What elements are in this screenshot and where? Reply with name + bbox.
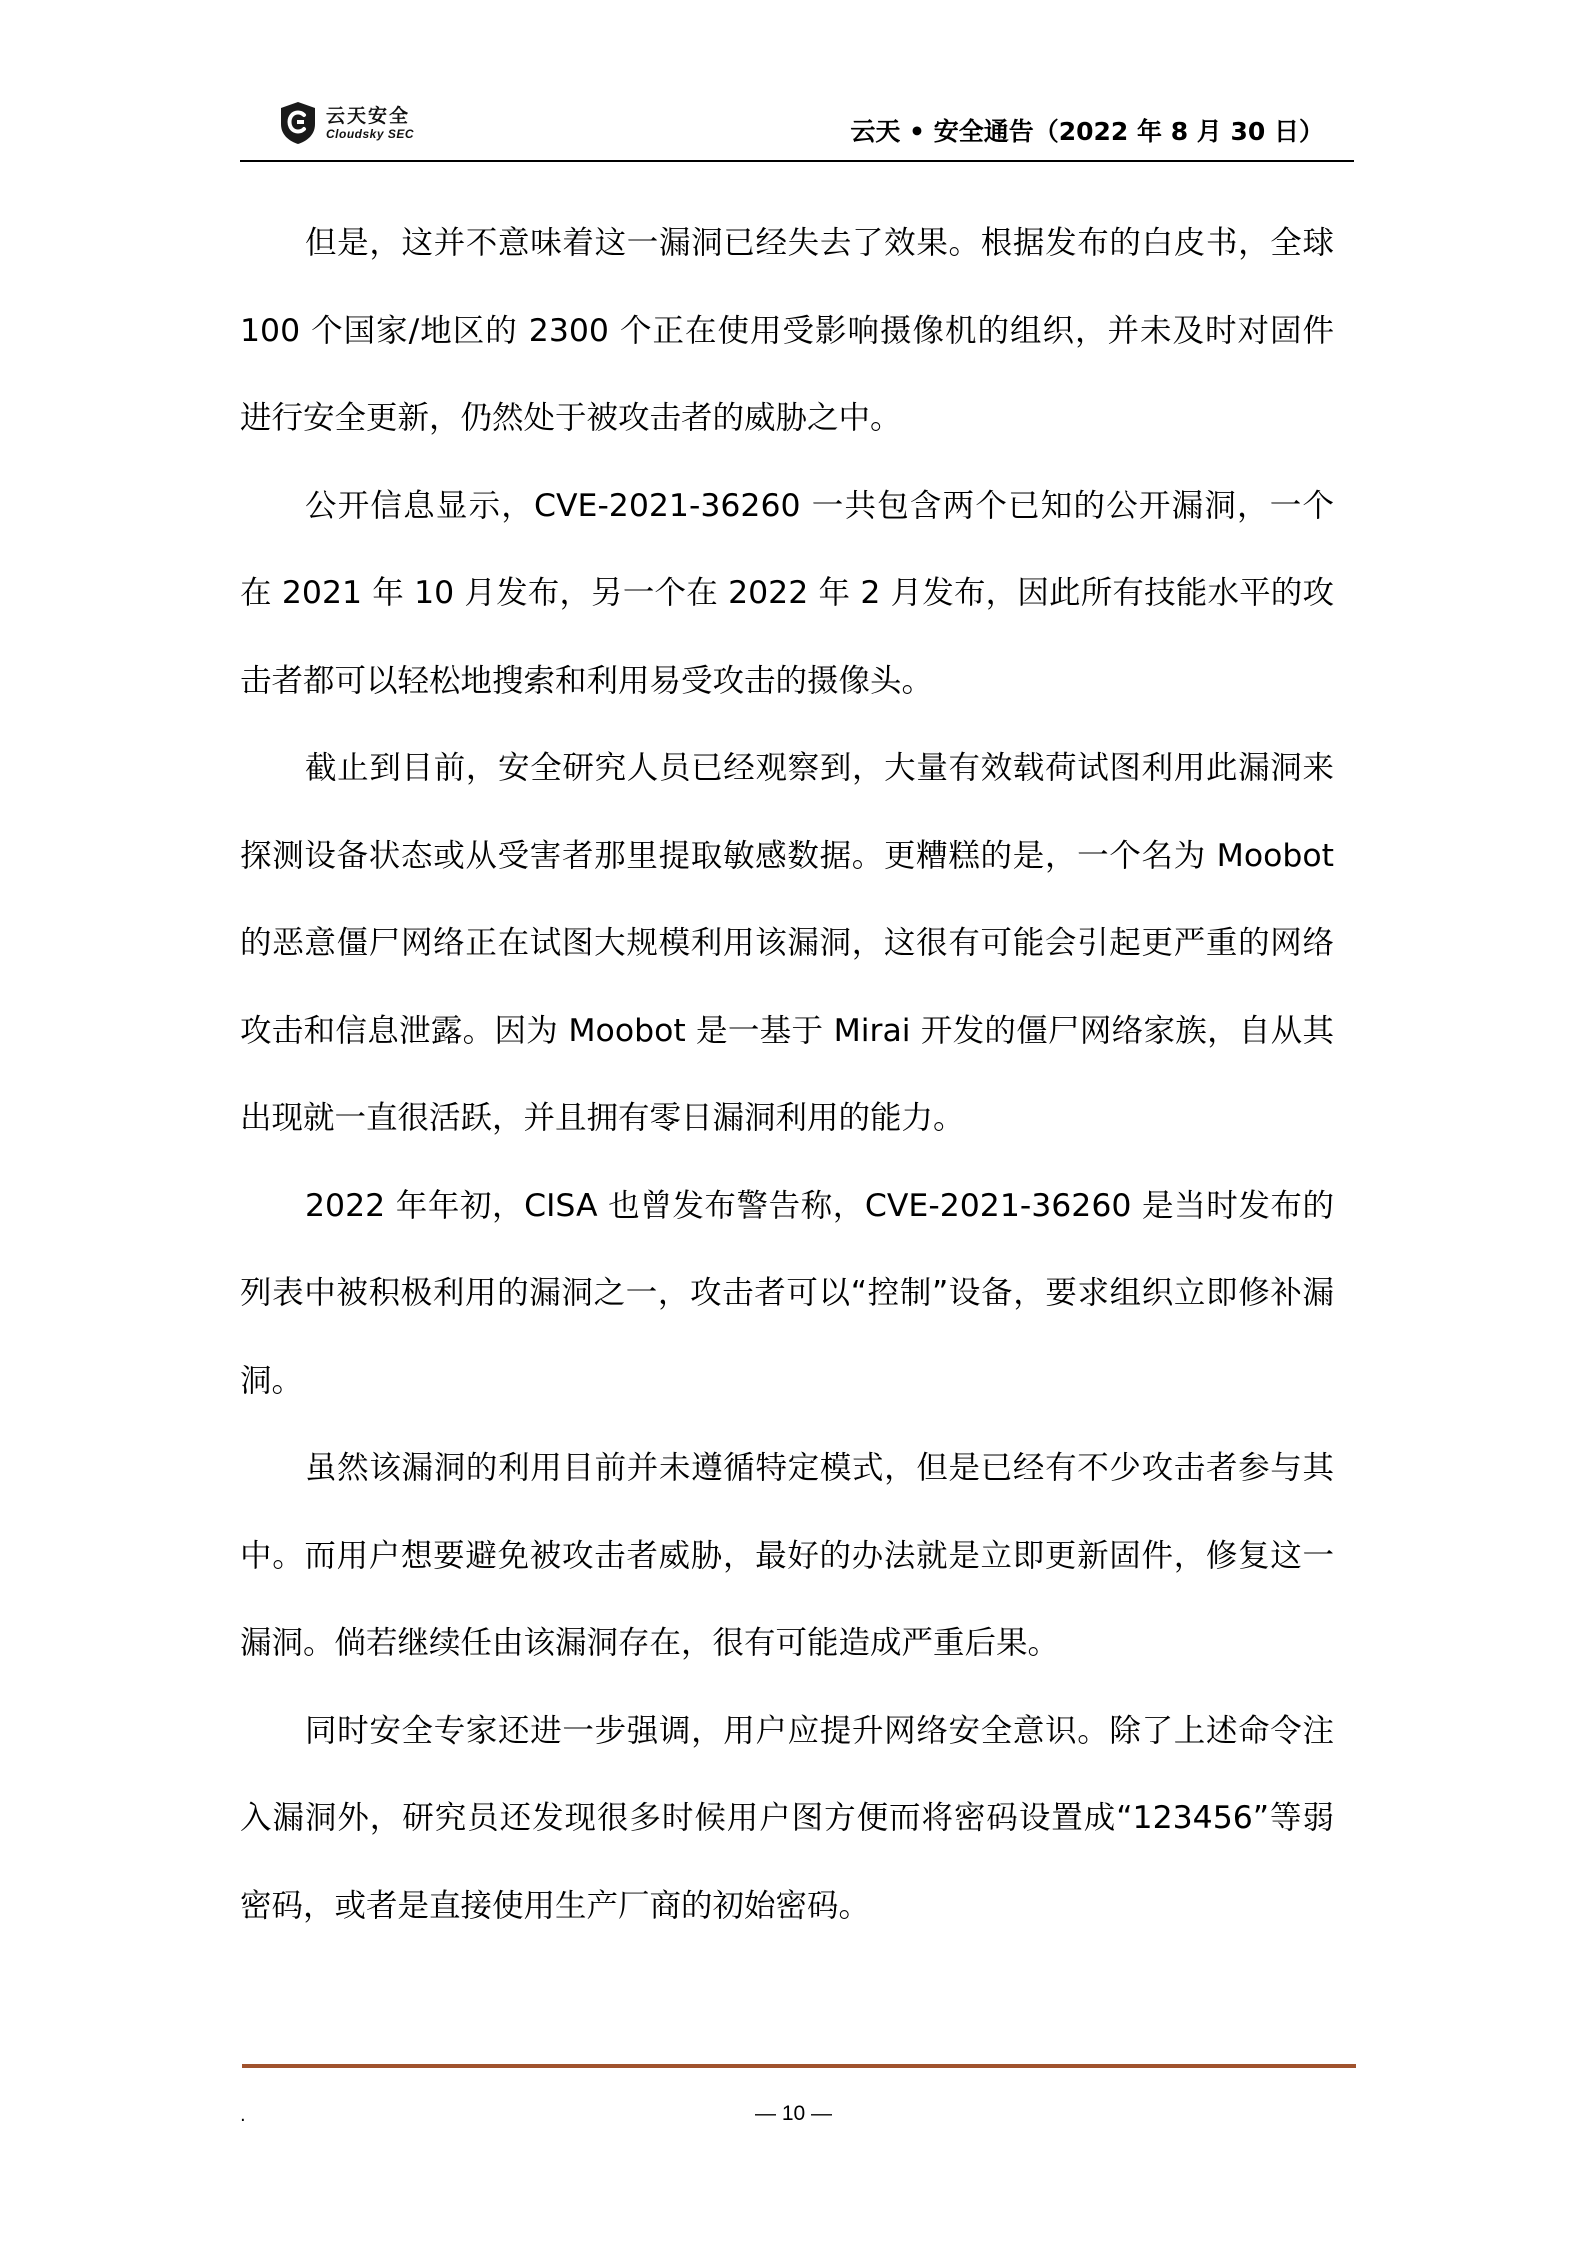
page-number: — 10 —	[754, 2102, 833, 2125]
paragraph: 2022 年年初，CISA 也曾发布警告称，CVE-2021-36260 是当时发布的列表中被积极利用的漏洞之一，攻击者可以“控制”设备，要求组织立即修补漏洞。	[240, 1187, 1334, 1399]
paragraph: 同时安全专家还进一步强调，用户应提升网络安全意识。除了上述命令注入漏洞外，研究员还发现很多时候用户图方便而将密码设置成“123456”等弱密码，或者是直接使用生产厂商的初始密码。	[240, 1712, 1334, 1924]
paragraph: 截止到目前，安全研究人员已经观察到，大量有效载荷试图利用此漏洞来探测设备状态或从受害者那里提取敏感数据。更糟糕的是，一个名为 Moobot 的恶意僵尸网络正在试图大规模利用该漏洞，这很有可能会引起更严重的网络攻击和信息泄露。因为 Moobot 是一基于 Mirai 开发的僵尸网络家族，自从其出现就一直很活跃，并且拥有零日漏洞利用的能力。	[240, 750, 1334, 1136]
footer-divider	[242, 2064, 1356, 2068]
header-title: 云天 • 安全通告（2022 年 8 月 30 日）	[850, 117, 1324, 146]
company-logo	[278, 98, 414, 148]
document-body	[240, 200, 1334, 1950]
paragraph: 公开信息显示，CVE-2021-36260 一共包含两个已知的公开漏洞，一个在 2021 年 10 月发布，另一个在 2022 年 2 月发布，因此所有技能水平的攻击者都可以轻松地搜索和利用易受攻击的摄像头。	[240, 487, 1334, 699]
logo-english-text: Cloudsky SEC	[326, 127, 415, 141]
shield-logo-icon	[278, 100, 318, 146]
paragraph: 虽然该漏洞的利用目前并未遵循特定模式，但是已经有不少攻击者参与其中。而用户想要避免被攻击者威胁，最好的办法就是立即更新固件，修复这一漏洞。倘若继续任由该漏洞存在，很有可能造成严重后果。	[240, 1450, 1334, 1661]
footer-dot: .	[240, 2105, 246, 2126]
paragraph: 但是，这并不意味着这一漏洞已经失去了效果。根据发布的白皮书，全球 100 个国家/地区的 2300 个正在使用受影响摄像机的组织，并未及时对固件进行安全更新，仍然处于被攻击者的威胁之中。	[240, 225, 1334, 436]
logo-chinese-text: 云天安全	[326, 105, 411, 127]
page-header	[240, 92, 1354, 162]
